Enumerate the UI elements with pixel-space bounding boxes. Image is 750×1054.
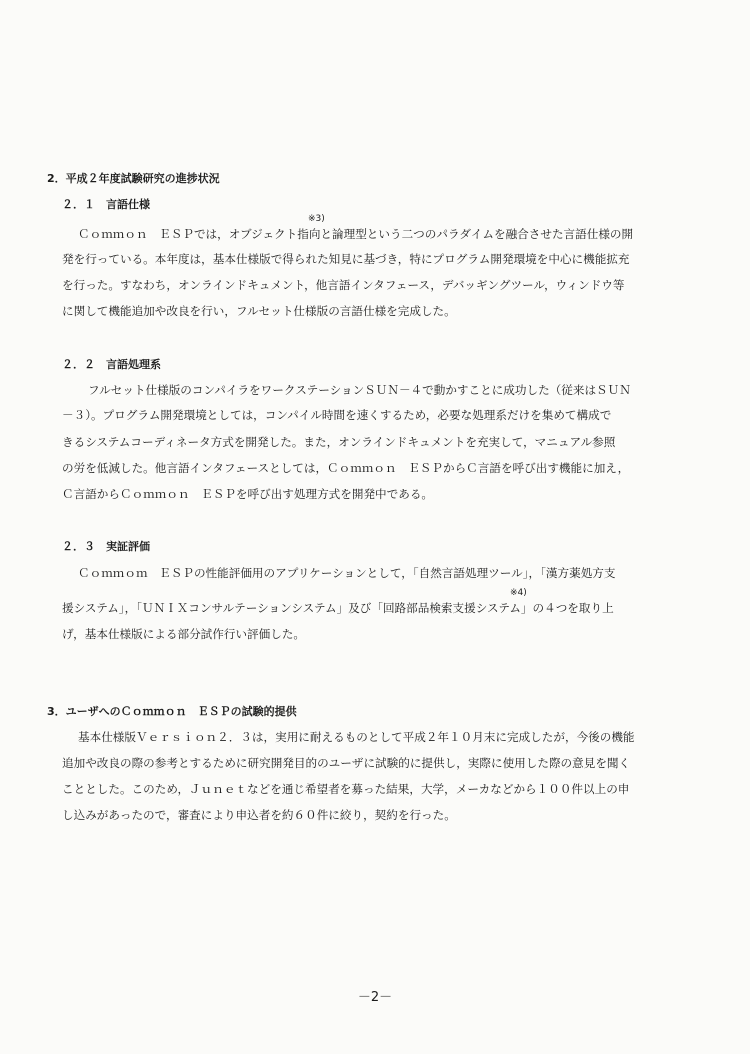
paragraph-line: フルセット仕様版のコンパイラをワークステーションＳＵＮ－４で動かすことに成功した（従来はＳＵＮ: [88, 383, 631, 397]
paragraph-line: 発を行っている。本年度は，基本仕様版で得られた知見に基づき，特にプログラム開発環境を中心に機能拡充: [62, 252, 630, 266]
footnote-marker-4: ※4): [510, 588, 527, 598]
paragraph-line: きるシステムコーディネータ方式を開発した。また，オンラインドキュメントを充実して，マニュアル参照: [62, 435, 616, 449]
paragraph-line: げ，基本仕様版による部分試作行い評価した。: [62, 627, 306, 641]
paragraph-line: に関して機能追加や改良を行い，フルセット仕様版の言語仕様を完成した。: [62, 304, 456, 318]
paragraph-line: を行った。すなわち，オンラインドキュメント，他言語インタフェース，デバッギングツール，ウィンドウ等: [62, 278, 625, 292]
subsection-2-3-heading: ２．３ 実証評価: [62, 540, 150, 553]
paragraph-line: Ｃｏｍｍｏｎ ＥＳＰでは，オブジェクト指向と論理型という二つのパラダイムを融合させた言語仕様の開: [78, 227, 634, 241]
paragraph-line: 基本仕様版Ｖｅｒｓｉｏｎ２．３は，実用に耐えるものとして平成２年１０月末に完成したが，今後の機能: [78, 730, 635, 744]
page-number: －2－: [357, 990, 393, 1005]
subsection-2-1-heading: ２．１ 言語仕様: [62, 198, 150, 211]
paragraph-line: の労を低減した。他言語インタフェースとしては，Ｃｏｍｍｏｎ ＥＳＰからＣ言語を呼び出す機能に加え，: [62, 461, 630, 475]
section-3-heading: 3．ユーザへのＣｏｍｍｏｎ ＥＳＰの試験的提供: [47, 705, 297, 718]
paragraph-line: －３）。プログラム開発環境としては，コンパイル時間を速くするため，必要な処理系だけを集めて構成で: [62, 408, 612, 422]
paragraph-line: 援システム」，「ＵＮＩＸコンサルテーションシステム」及び「回路部品検索支援システム」の４つを取り上: [62, 601, 614, 615]
footnote-marker-3: ※3): [308, 214, 325, 224]
paragraph-line: し込みがあったので，審査により申込者を約６０件に絞り，契約を行った。: [62, 808, 456, 822]
paragraph-line: 追加や改良の際の参考とするために研究開発目的のユーザに試験的に提供し，実際に使用した際の意見を聞く: [62, 756, 631, 770]
section-2-heading: 2．平成２年度試験研究の進捗状況: [47, 172, 220, 185]
paragraph-line: こととした。このため，Ｊｕｎｅｔなどを通じ希望者を募った結果，大学，メーカなどから１００件以上の申: [62, 782, 630, 796]
paragraph-line: Ｃ言語からＣｏｍｍｏｎ ＥＳＰを呼び出す処理方式を開発中である。: [62, 487, 434, 501]
paragraph-line: Ｃｏｍｍｏｍ ＥＳＰの性能評価用のアプリケーションとして，「自然言語処理ツール」，「漢方薬処方支: [78, 566, 616, 580]
subsection-2-2-heading: ２．２ 言語処理系: [62, 358, 161, 371]
